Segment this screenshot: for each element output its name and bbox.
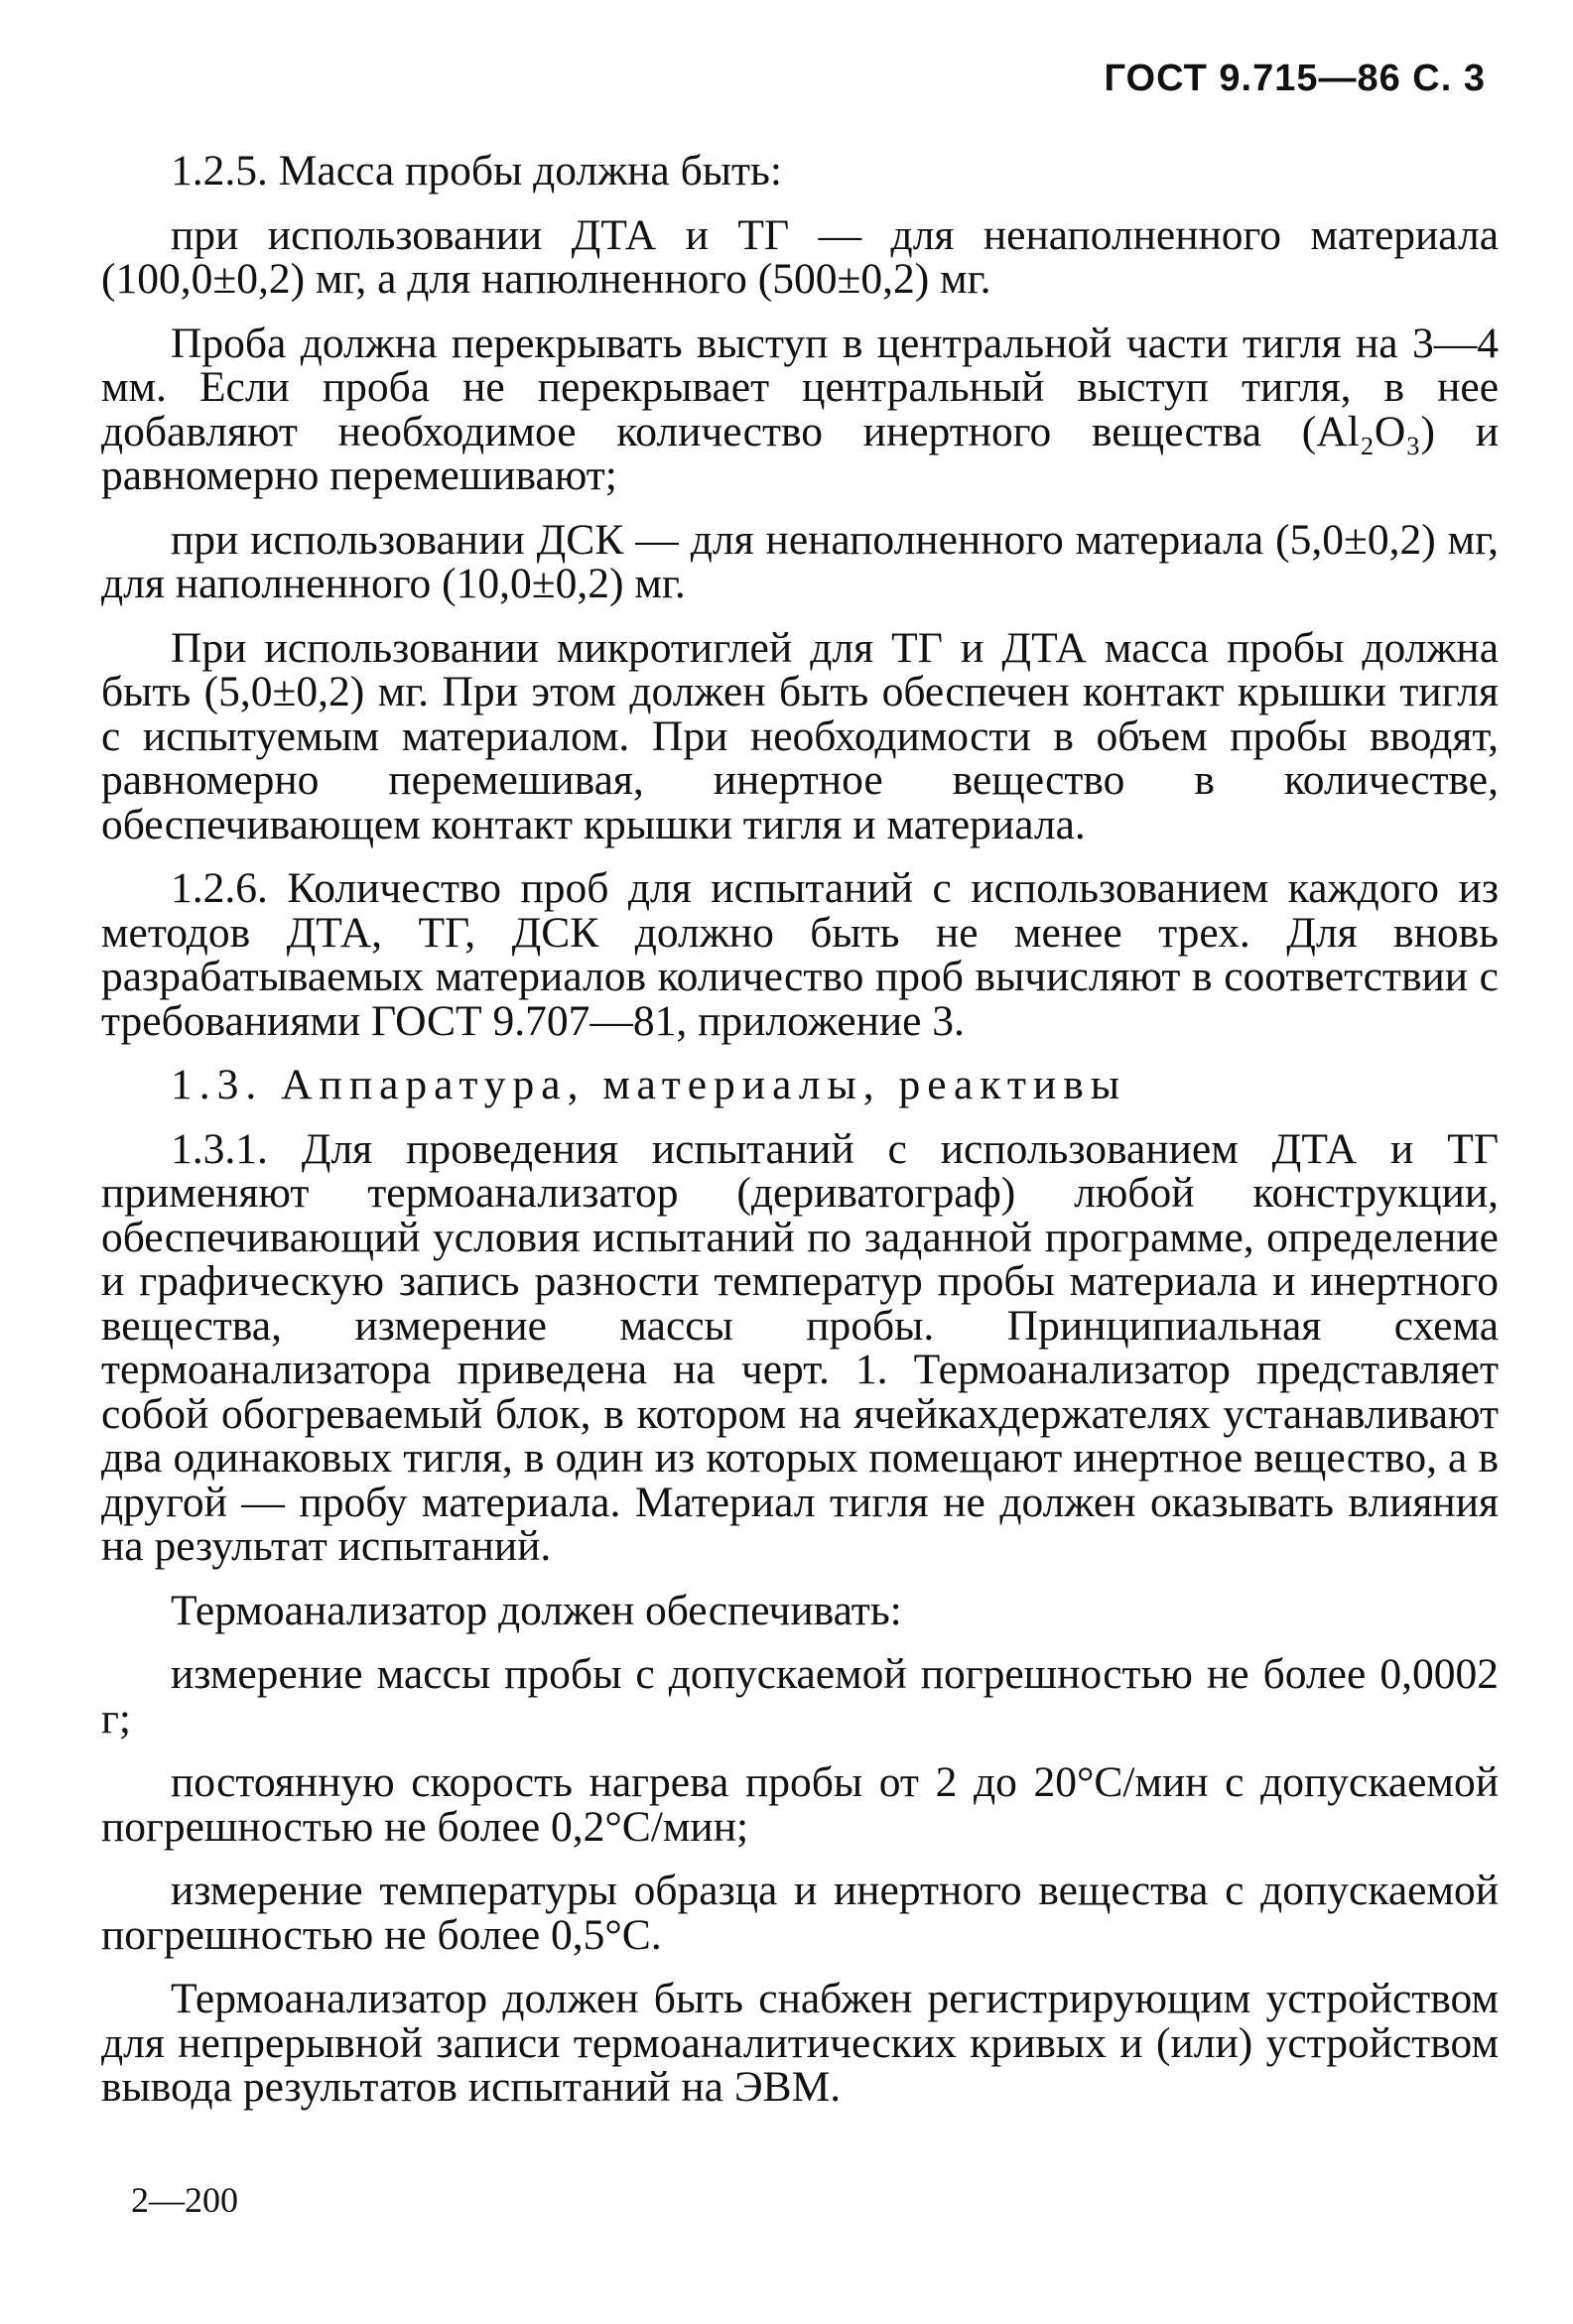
- paragraph-analyzer-requirements: Термоанализатор должен обеспечивать:: [171, 1586, 902, 1634]
- paragraph-sample-overlap: Проба должна перекрывать выступ в центральной части тигля на 3—4 мм. Если проба не перекрывает центральный выступ тигля, в нее добавляют необходимое количество инертного вещества (Al₂O₃) и равномерно перемешивают;: [101, 319, 1499, 499]
- paragraph-dta-tg-mass: при использовании ДТА и ТГ — для ненаполненного материала (100,0±0,2) мг, а для напюлненного (500±0,2) мг.: [101, 210, 1499, 303]
- paragraph-1-2-5: 1.2.5. Масса пробы должна быть:: [171, 147, 782, 194]
- page-footer-mark: 2—200: [131, 2180, 238, 2220]
- paragraph-micro-crucibles: При использовании микротиглей для ТГ и ДТА масса пробы должна быть (5,0±0,2) мг. При этом должен быть обеспечен контакт крышки тигля с испытуемым материалом. При необходимости в объем пробы вводят, равномерно перемешивая, инертное вещество в количестве, обеспечивающем контакт крышки тигля и материала.: [101, 623, 1499, 848]
- paragraph-heating-rate: постоянную скорость нагрева пробы от 2 до 20°С/мин с допускаемой погрешностью не более 0,2°С/мин;: [101, 1758, 1499, 1851]
- document-body: [101, 149, 1499, 2130]
- section-title-1-3: 1.3. Аппаратура, материалы, реактивы: [171, 1061, 1126, 1108]
- paragraph-recording-device: Термоанализатор должен быть снабжен регистрирующим устройством для непрерывной записи термоаналитических кривых и (или) устройством вывода результатов испытаний на ЭВМ.: [101, 1975, 1499, 2111]
- paragraph-1-3-1: 1.3.1. Для проведения испытаний с использованием ДТА и ТГ применяют термоанализатор (дериватограф) любой конструкции, обеспечивающий условия испытаний по заданной программе, определение и графическую запись разности температур пробы материала и инертного вещества, измерение массы пробы. Принципиальная схема термоанализатора приведена на черт. 1. Термоанализатор представляет собой обогреваемый блок, в котором на ячейкахдержателях устанавливают два одинаковых тигля, в один из которых помещают инертное вещество, а в другой — пробу материала. Материал тигля не должен оказывать влияния на результат испытаний.: [101, 1124, 1499, 1570]
- paragraph-temperature-accuracy: измерение температуры образца и инертного вещества с допускаемой погрешностью не более 0,5°С.: [101, 1867, 1499, 1959]
- paragraph-1-2-6: 1.2.6. Количество проб для испытаний с использованием каждого из методов ДТА, ТГ, ДСК должно быть не менее трех. Для вновь разрабатываемых материалов количество проб вычисляют в соответствии с требованиями ГОСТ 9.707—81, приложение 3.: [101, 864, 1499, 1045]
- page-header: ГОСТ 9.715—86 С. 3: [1104, 58, 1486, 99]
- paragraph-mass-accuracy: измерение массы пробы с допускаемой погрешностью не более 0,0002 г;: [101, 1650, 1499, 1743]
- paragraph-dsc-mass: при использовании ДСК — для ненаполненного материала (5,0±0,2) мг, для наполненного (10,0±0,2) мг.: [101, 515, 1499, 607]
